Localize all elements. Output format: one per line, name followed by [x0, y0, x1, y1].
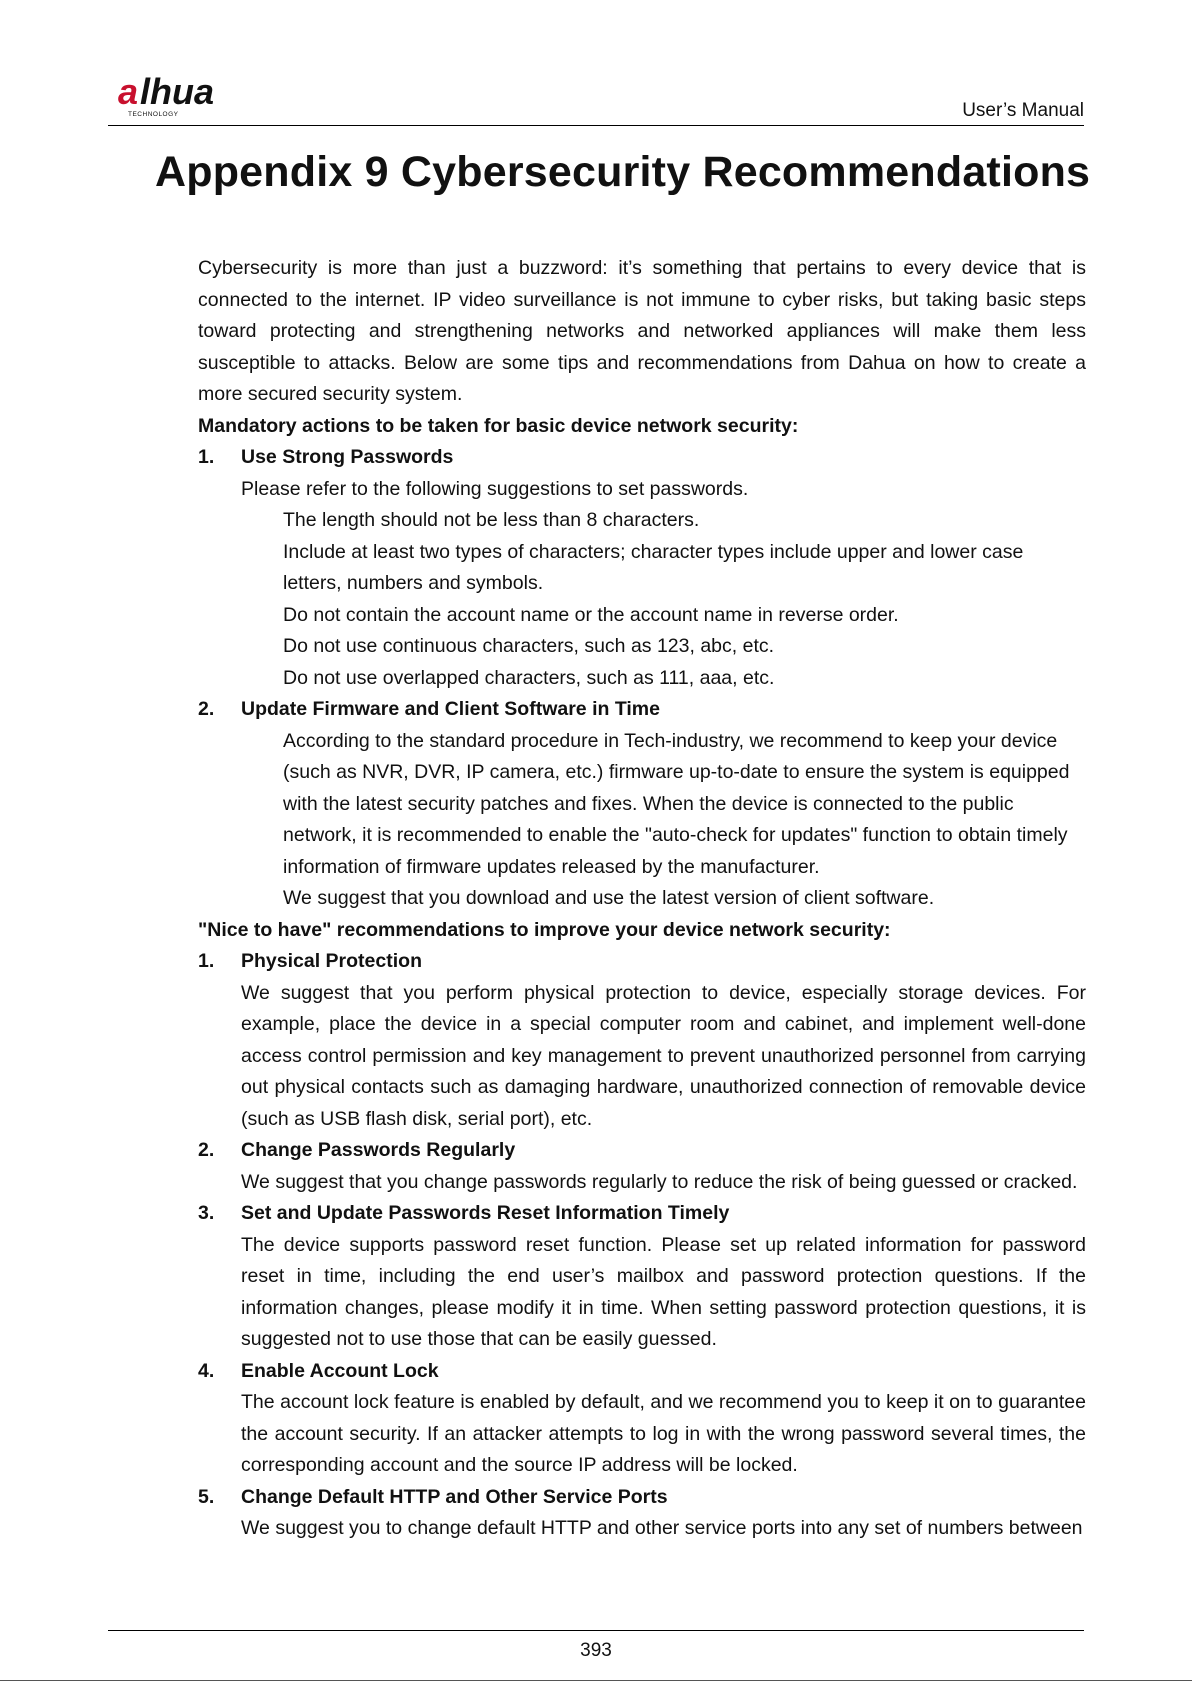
mandatory-item-2-heading: [198, 694, 1086, 726]
item-title: Set and Update Passwords Reset Information Timely: [241, 1202, 730, 1224]
page-title: Appendix 9 Cybersecurity Recommendations: [155, 148, 1091, 196]
item-number: 2.: [198, 698, 215, 720]
header-rule: [108, 125, 1084, 126]
manual-label: User’s Manual: [962, 100, 1084, 121]
item-title: Physical Protection: [241, 950, 422, 972]
nice-item-5-heading: [198, 1482, 1086, 1514]
nice-item-4-heading: [198, 1356, 1086, 1388]
list-item: The length should not be less than 8 characters.: [283, 509, 700, 531]
logo-hua: lhua: [140, 72, 215, 112]
item-body: The device supports password reset function. Please set up related information for password reset in time, including the end user’s mailbox and password protection questions. If the information changes, please modify it in time. When setting password protection questions, it is suggested not to use those that can be easily guessed.: [241, 1233, 1086, 1350]
item-number: 3.: [198, 1202, 215, 1224]
item-number: 1.: [198, 950, 215, 972]
item-number: 1.: [198, 446, 215, 468]
item-lead: Please refer to the following suggestions to set passwords.: [241, 477, 749, 500]
intro-paragraph: Cybersecurity is more than just a buzzword: it’s something that pertains to every device that is connected to the internet. IP video surveillance is not immune to cyber risks, but taking basic steps toward protecting and strengthening networks and networked appliances will make them less susceptible to attacks. Below are some tips and recommendations from Dahua on how to create a more secured security system.: [198, 257, 1086, 405]
item-title: Change Passwords Regularly: [241, 1139, 516, 1161]
mandatory-item-1-heading: [198, 442, 1086, 474]
nice-item-3-heading: [198, 1198, 1086, 1230]
mandatory-heading: Mandatory actions to be taken for basic device network security:: [198, 414, 799, 437]
list-item: Include at least two types of characters; character types include upper and lower case letters, numbers and symbols.: [283, 540, 1024, 594]
item-title: Use Strong Passwords: [241, 446, 454, 468]
item-body: The account lock feature is enabled by default, and we recommend you to keep it on to guarantee the account security. If an attacker attempts to log in with the wrong password several times, the corresponding account and the source IP address will be locked.: [241, 1391, 1086, 1476]
item-title: Change Default HTTP and Other Service Ports: [241, 1485, 668, 1508]
list-item: According to the standard procedure in Tech-industry, we recommend to keep your device (such as NVR, DVR, IP camera, etc.) firmware up-to-date to ensure the system is equipped with the latest security patches and fixes. When the device is connected to the public network, it is recommended to enable the "auto-check for updates" function to obtain timely information of firmware updates released by the manufacturer.: [283, 729, 1070, 878]
nice-item-1-heading: [198, 946, 1086, 978]
nice-to-have-heading: "Nice to have" recommendations to improve your device network security:: [198, 918, 891, 941]
dahua-logo: [118, 72, 258, 122]
item-number: 4.: [198, 1359, 215, 1382]
item-title: Enable Account Lock: [241, 1359, 439, 1382]
logo-a: a: [118, 72, 139, 112]
item-body: We suggest that you perform physical protection to device, especially storage devices. For example, place the device in a special computer room and cabinet, and implement well-done access control permission and key management to prevent unauthorized personnel from carrying out physical contacts such as damaging hardware, unauthorized connection of removable device (such as USB flash disk, serial port), etc.: [241, 981, 1086, 1130]
nice-item-2-heading: [198, 1135, 1086, 1167]
content: [198, 253, 1086, 1545]
page-number: 393: [580, 1640, 612, 1661]
list-item: Do not use overlapped characters, such as 111, aaa, etc.: [283, 666, 775, 689]
list-item: Do not contain the account name or the account name in reverse order.: [283, 603, 899, 626]
item-body: We suggest that you change passwords regularly to reduce the risk of being guessed or cracked.: [241, 1170, 1078, 1193]
item-number: 2.: [198, 1139, 215, 1161]
item-title: Update Firmware and Client Software in Time: [241, 698, 660, 720]
page-edge-line: [0, 1680, 1192, 1681]
item-body: We suggest you to change default HTTP and other service ports into any set of numbers between: [241, 1517, 1083, 1539]
logo-subtext: TECHNOLOGY: [128, 111, 179, 118]
list-item: We suggest that you download and use the latest version of client software.: [283, 887, 935, 909]
footer-rule: [108, 1630, 1084, 1631]
list-item: Do not use continuous characters, such as 123, abc, etc.: [283, 635, 775, 657]
item-number: 5.: [198, 1485, 215, 1508]
